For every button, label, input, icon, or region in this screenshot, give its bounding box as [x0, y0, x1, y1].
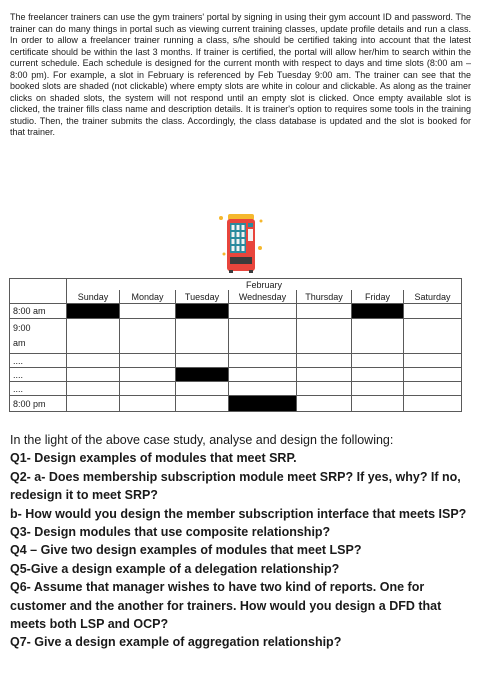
slot-cell[interactable]	[404, 354, 462, 368]
slot-cell[interactable]	[229, 382, 297, 396]
day-header-sunday: Sunday	[67, 290, 120, 304]
booked-slot-cell	[352, 304, 404, 319]
slot-cell[interactable]	[352, 354, 404, 368]
schedule-row	[10, 304, 462, 319]
slot-cell[interactable]	[67, 382, 120, 396]
slot-cell[interactable]	[404, 396, 462, 412]
slot-cell[interactable]	[229, 304, 297, 319]
question-item: Q3- Design modules that use composite relationship?	[10, 525, 331, 540]
question-item: b- How would you design the member subscription interface that meets ISP?	[10, 506, 467, 521]
time-label: ....	[10, 354, 67, 368]
schedule-table	[9, 278, 462, 412]
slot-cell[interactable]	[297, 319, 352, 354]
slot-cell[interactable]	[176, 354, 229, 368]
day-header-saturday: Saturday	[404, 290, 462, 304]
slot-cell[interactable]	[352, 368, 404, 382]
slot-cell[interactable]	[404, 319, 462, 354]
question-item: Q2- a- Does membership subscription module meet SRP? If yes, why? If no, redesign it to meet SRP?	[10, 469, 461, 503]
time-label: 8:00 am	[10, 304, 67, 319]
slot-cell[interactable]	[352, 396, 404, 412]
slot-cell[interactable]	[297, 368, 352, 382]
day-header-monday: Monday	[120, 290, 176, 304]
time-label: 8:00 pm	[10, 396, 67, 412]
slot-cell[interactable]	[120, 368, 176, 382]
slot-cell[interactable]	[120, 304, 176, 319]
slot-cell[interactable]	[176, 382, 229, 396]
booked-slot-cell	[67, 304, 120, 319]
booked-slot-cell	[176, 304, 229, 319]
slot-cell[interactable]	[120, 319, 176, 354]
booked-slot-cell	[229, 396, 297, 412]
schedule-row	[10, 368, 462, 382]
schedule-row	[10, 354, 462, 368]
slot-cell[interactable]	[176, 319, 229, 354]
question-item: Q7- Give a design example of aggregation relationship?	[10, 635, 342, 650]
slot-cell[interactable]	[67, 354, 120, 368]
slot-cell[interactable]	[297, 396, 352, 412]
slot-cell[interactable]	[67, 368, 120, 382]
day-header-wednesday: Wednesday	[229, 290, 297, 304]
schedule-row	[10, 396, 462, 412]
slot-cell[interactable]	[176, 396, 229, 412]
slot-cell[interactable]	[404, 304, 462, 319]
slot-cell[interactable]	[67, 319, 120, 354]
questions-intro: In the light of the above case study, analyse and design the following:	[10, 433, 394, 447]
slot-cell[interactable]	[297, 354, 352, 368]
time-label: ....	[10, 368, 67, 382]
slot-cell[interactable]	[120, 354, 176, 368]
booked-slot-cell	[176, 368, 229, 382]
question-item: Q4 – Give two design examples of modules that meet LSP?	[10, 543, 362, 558]
time-label: ....	[10, 382, 67, 396]
schedule-month: February	[67, 279, 462, 291]
slot-cell[interactable]	[229, 319, 297, 354]
slot-cell[interactable]	[229, 354, 297, 368]
slot-cell[interactable]	[229, 368, 297, 382]
corner-cell	[10, 290, 67, 304]
slot-cell[interactable]	[404, 368, 462, 382]
day-header-thursday: Thursday	[297, 290, 352, 304]
slot-cell[interactable]	[67, 396, 120, 412]
slot-cell[interactable]	[120, 396, 176, 412]
slot-cell[interactable]	[404, 382, 462, 396]
questions-section	[10, 431, 476, 652]
vending-machine-icon	[216, 212, 266, 274]
slot-cell[interactable]	[352, 319, 404, 354]
schedule-row	[10, 382, 462, 396]
question-item: Q5-Give a design example of a delegation relationship?	[10, 561, 340, 576]
time-label: 9:00 am	[10, 319, 67, 354]
slot-cell[interactable]	[120, 382, 176, 396]
slot-cell[interactable]	[352, 382, 404, 396]
schedule-row	[10, 319, 462, 354]
question-item: Q1- Design examples of modules that meet SRP.	[10, 451, 297, 466]
question-item: Q6- Assume that manager wishes to have two kind of reports. One for customer and the another for trainers. How would you design a DFD that meets both LSP and OCP?	[10, 580, 442, 632]
slot-cell[interactable]	[297, 304, 352, 319]
case-study-text: The freelancer trainers can use the gym trainers' portal by signing in using their gym account ID and password. The trainer can do many things in portal such as viewing current training classes, update profile details and run a class. In order to allow a freelancer trainer running a class, s/he should be certified taking into account that the latest certificate should be within the last 3 months. If trainer is certified, the portal will allow her/him to search within the current schedule. Each schedule is designed for the current month with respect to days and time slots (8:00 am – 8:00 pm). For example, a slot in February is referenced by Feb Tuesday 9:00 am. The trainer can see that the booked slots are shaded (not clickable) where empty slots are white in colour and clickable. As along as the trainer clicks on shaded slots, the system will not respond until an empty slot is clicked. Once empty available slot is clicked, the trainer fills class name and description details. It is trainer's option to requires some tools in the training studio. Then, the trainer submits the class. Accordingly, the class database is updated and the slot is booked for that trainer.	[10, 12, 471, 137]
day-header-tuesday: Tuesday	[176, 290, 229, 304]
day-header-friday: Friday	[352, 290, 404, 304]
slot-cell[interactable]	[297, 382, 352, 396]
